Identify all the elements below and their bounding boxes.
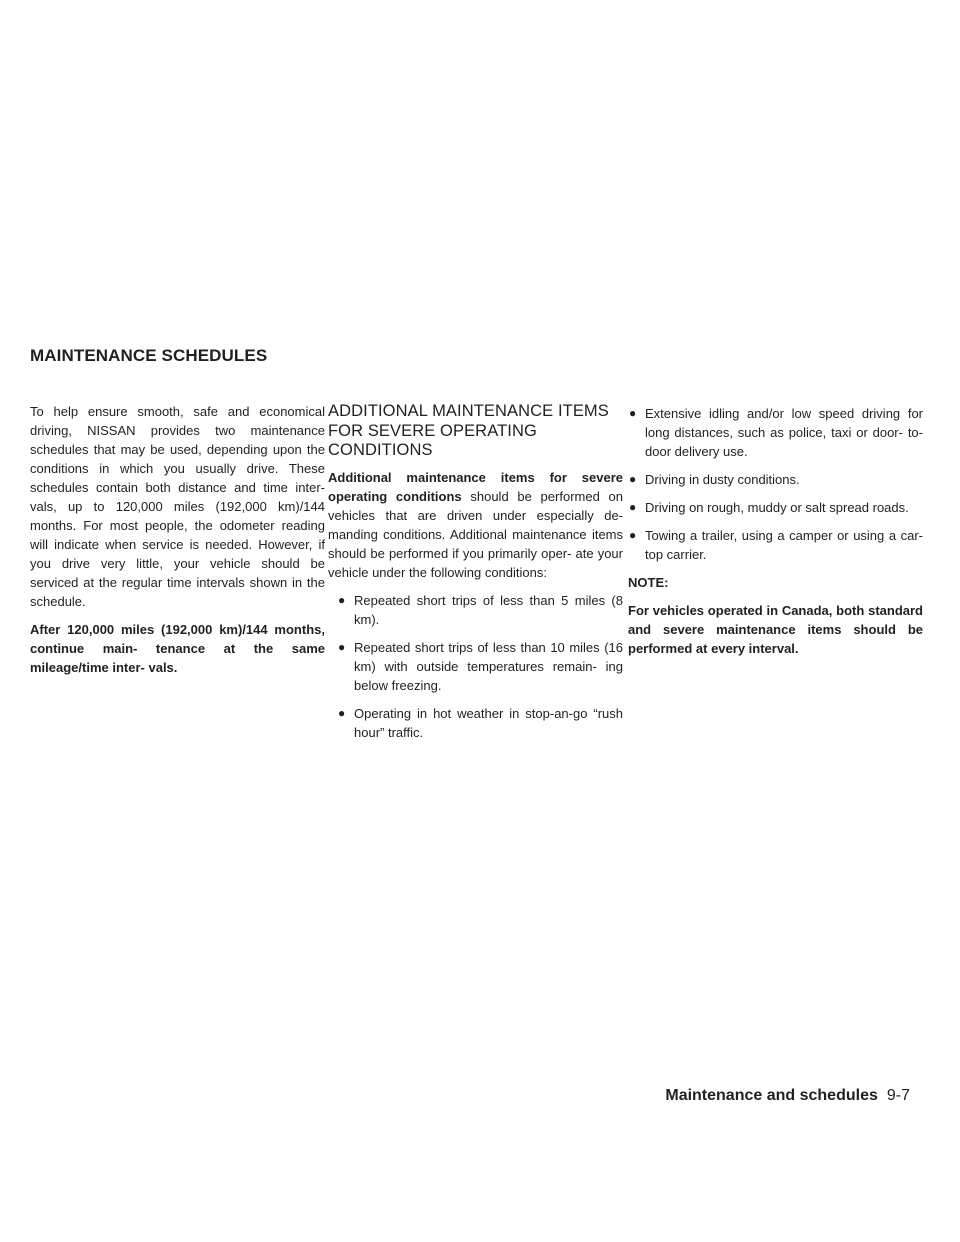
more-conditions-list	[628, 404, 923, 564]
bullet-icon: ●	[338, 639, 346, 654]
list-item	[628, 498, 923, 517]
bullet-icon: ●	[629, 500, 637, 514]
page-footer	[665, 1087, 910, 1105]
severe-conditions-heading: ADDITIONAL MAINTENANCE ITEMS FOR SEVERE OPERATING CONDITIONS	[328, 402, 609, 459]
severe-conditions-lead-bold: Additional maintenance items for severe operating conditions	[328, 469, 623, 504]
intro-paragraph: To help ensure smooth, safe and economical driving, NISSAN provides two maintenance schedules that may be used, depending upon the conditions in which you usually drive. These schedules contain both distance and time inter- vals, up to 120,000 miles (192,000 km)/144 months. For most people, the odometer reading will indicate when service is needed. However, if you drive very little, your vehicle should be serviced at the regular time intervals shown in the schedule.	[30, 404, 325, 609]
bullet-icon: ●	[338, 592, 346, 607]
column-severe-conditions	[328, 402, 623, 751]
list-item-text: Driving on rough, muddy or salt spread roads.	[645, 500, 909, 515]
severe-conditions-lead-text: should be performed on vehicles that are driven under especially de- manding conditions. Additional maintenance items should be performed if you primarily oper- ate your vehicle under the following conditions:	[328, 488, 623, 580]
list-item-text: Extensive idling and/or low speed driving for long distances, such as police, taxi or door- to-door delivery use.	[645, 406, 923, 459]
list-item	[628, 404, 923, 461]
list-item	[628, 526, 923, 564]
note-text: For vehicles operated in Canada, both standard and severe maintenance items should be performed at every interval.	[628, 603, 923, 656]
list-item-text: Repeated short trips of less than 5 miles (8 km).	[354, 592, 623, 627]
list-item-text: Towing a trailer, using a camper or using a car-top carrier.	[645, 528, 923, 562]
severe-conditions-lead	[328, 468, 623, 582]
list-item	[337, 638, 623, 695]
page-number: 9-7	[886, 1087, 910, 1104]
bullet-icon: ●	[629, 528, 637, 542]
page-title: MAINTENANCE SCHEDULES	[30, 346, 268, 365]
list-item	[628, 470, 923, 489]
bullet-icon: ●	[629, 472, 637, 486]
severe-conditions-list	[328, 591, 623, 742]
footer-section-title: Maintenance and schedules	[665, 1087, 878, 1104]
list-item-text: Repeated short trips of less than 10 miles (16 km) with outside temperatures remain- ing below freezing.	[354, 639, 623, 693]
list-item-text: Driving in dusty conditions.	[645, 472, 800, 487]
after-interval-paragraph: After 120,000 miles (192,000 km)/144 months, continue main- tenance at the same mileage/time inter- vals.	[30, 622, 325, 675]
list-item-text: Operating in hot weather in stop-an-go “rush hour” traffic.	[354, 705, 623, 740]
column-more-conditions	[628, 404, 923, 667]
list-item	[337, 591, 623, 629]
note-label: NOTE:	[628, 575, 669, 590]
bullet-icon: ●	[629, 406, 637, 420]
list-item	[337, 704, 623, 742]
bullet-icon: ●	[338, 705, 346, 720]
column-intro	[30, 402, 325, 686]
